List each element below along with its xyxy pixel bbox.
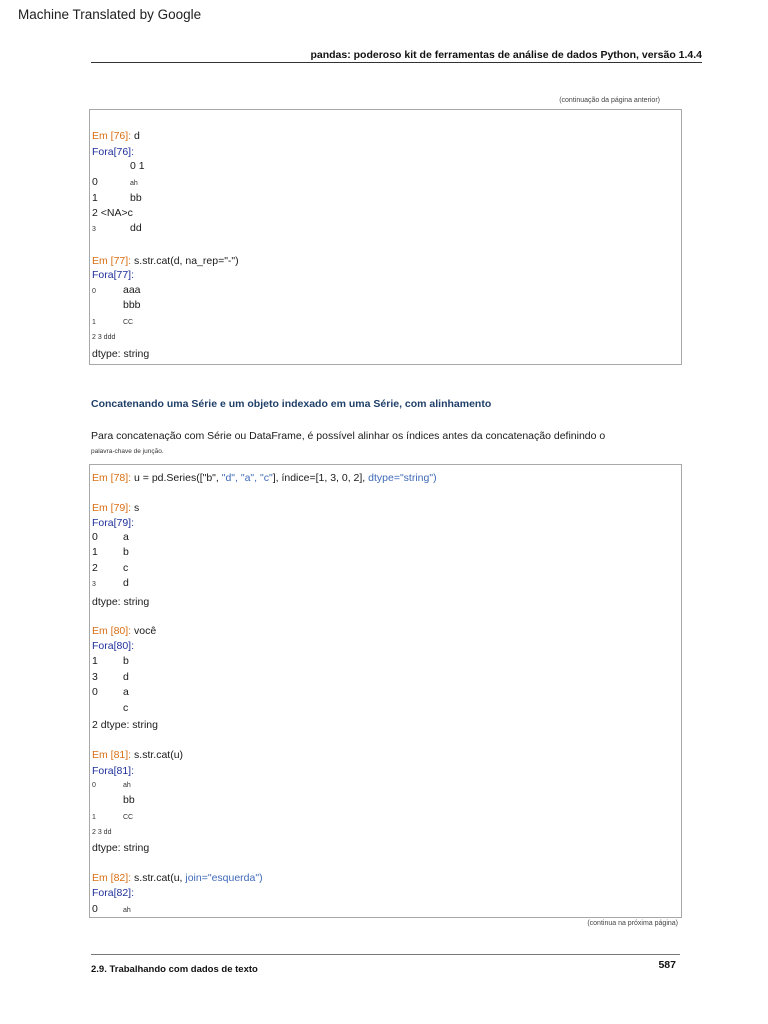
continued-from-note: (continuação da página anterior) xyxy=(559,97,660,104)
table-row-value: aaa xyxy=(123,284,141,296)
code-block-2 xyxy=(89,464,682,918)
keyword-argument: dtype="string") xyxy=(368,472,437,484)
table-row-value: bb xyxy=(123,794,135,806)
dtype-line: dtype: string xyxy=(92,596,150,608)
continues-on-note: (continua na próxima página) xyxy=(587,920,678,927)
input-78 xyxy=(92,472,437,485)
machine-translation-banner: Machine Translated by Google xyxy=(18,7,202,22)
column-header: 0 1 xyxy=(130,160,145,172)
table-row-value: bbb xyxy=(123,299,141,311)
table-row-value: bb xyxy=(130,192,142,204)
table-row-index: 0 xyxy=(92,782,96,789)
code-text: s.str.cat(u) xyxy=(131,749,184,761)
table-row: 2 3 ddd xyxy=(92,334,116,341)
table-row-value: a xyxy=(123,686,129,698)
input-77 xyxy=(92,255,239,268)
output-82-prompt: Fora[82]: xyxy=(92,887,135,899)
table-row-index: 0 xyxy=(92,176,98,188)
input-prompt: Em [81]: xyxy=(92,749,132,761)
table-row-value: CC xyxy=(123,814,134,821)
input-prompt: Em [82]: xyxy=(92,872,132,884)
footer-section-title: 2.9. Trabalhando com dados de texto xyxy=(91,964,258,975)
dtype-line: dtype: string xyxy=(92,842,150,854)
dtype-line: 2 dtype: string xyxy=(92,719,158,731)
table-row: 2 <NA>c xyxy=(92,207,133,219)
code-text: s.str.cat(d, na_rep="-") xyxy=(131,255,239,267)
table-row-value: ah xyxy=(130,180,138,187)
code-text: você xyxy=(131,625,157,637)
dtype-line: dtype: string xyxy=(92,348,150,360)
output-76-prompt: Fora[76]: xyxy=(92,146,135,158)
page-number: 587 xyxy=(658,959,676,971)
table-row-index: 1 xyxy=(92,319,96,326)
running-header: pandas: poderoso kit de ferramentas de análise de dados Python, versão 1.4.4 xyxy=(310,49,702,61)
code-block-1 xyxy=(89,109,682,365)
table-row-index: 1 xyxy=(92,655,98,667)
code-text: d xyxy=(131,130,140,142)
input-prompt: Em [79]: xyxy=(92,502,132,514)
table-row-value: ah xyxy=(123,907,131,914)
code-text: ], índice=[1, 3, 0, 2], xyxy=(272,472,369,484)
header-rule xyxy=(91,62,702,63)
table-row-value: ah xyxy=(123,782,131,789)
output-77-prompt: Fora[77]: xyxy=(92,269,135,281)
table-row-value: a xyxy=(123,531,129,543)
table-row-value: b xyxy=(123,546,129,558)
output-80-prompt: Fora[80]: xyxy=(92,640,135,652)
input-76 xyxy=(92,130,140,143)
table-row-index: 3 xyxy=(92,226,96,233)
table-row-index: 3 xyxy=(92,671,98,683)
input-79 xyxy=(92,502,139,515)
code-text: u = pd.Series(["b", xyxy=(131,472,222,484)
table-row-value: c xyxy=(123,562,129,574)
input-prompt: Em [80]: xyxy=(92,625,132,637)
table-row-value: d xyxy=(123,671,129,683)
keyword-argument: join="esquerda") xyxy=(185,872,263,884)
table-row-index: 2 xyxy=(92,562,98,574)
table-row-value: c xyxy=(123,702,129,714)
section-heading: Concatenando uma Série e um objeto indexado em uma Série, com alinhamento xyxy=(91,398,492,410)
input-80 xyxy=(92,625,156,638)
table-row-index: 0 xyxy=(92,531,98,543)
paragraph-continuation: palavra-chave de junção. xyxy=(91,448,164,455)
code-text: s.str.cat(u, xyxy=(131,872,186,884)
table-row-index: 0 xyxy=(92,288,96,295)
output-81-prompt: Fora[81]: xyxy=(92,765,135,777)
table-row-value: CC xyxy=(123,319,134,326)
table-row-index: 1 xyxy=(92,546,98,558)
input-prompt: Em [78]: xyxy=(92,472,132,484)
paragraph: Para concatenação com Série ou DataFrame, é possível alinhar os índices antes da concatenação definindo o xyxy=(91,430,606,442)
table-row-value: d xyxy=(123,577,129,589)
input-prompt: Em [77]: xyxy=(92,255,132,267)
output-79-prompt: Fora[79]: xyxy=(92,517,135,529)
input-81 xyxy=(92,749,183,762)
table-row-index: 1 xyxy=(92,814,96,821)
input-prompt: Em [76]: xyxy=(92,130,132,142)
table-row-value: dd xyxy=(130,222,142,234)
string-literal: "d", "a", "c" xyxy=(221,472,273,484)
input-82 xyxy=(92,872,263,885)
footer-rule xyxy=(91,954,680,955)
table-row-value: b xyxy=(123,655,129,667)
table-row-index: 0 xyxy=(92,686,98,698)
code-text: s xyxy=(131,502,140,514)
table-row-index: 1 xyxy=(92,192,98,204)
table-row-index: 3 xyxy=(92,581,96,588)
table-row-index: 0 xyxy=(92,903,98,915)
table-row: 2 3 dd xyxy=(92,829,112,836)
